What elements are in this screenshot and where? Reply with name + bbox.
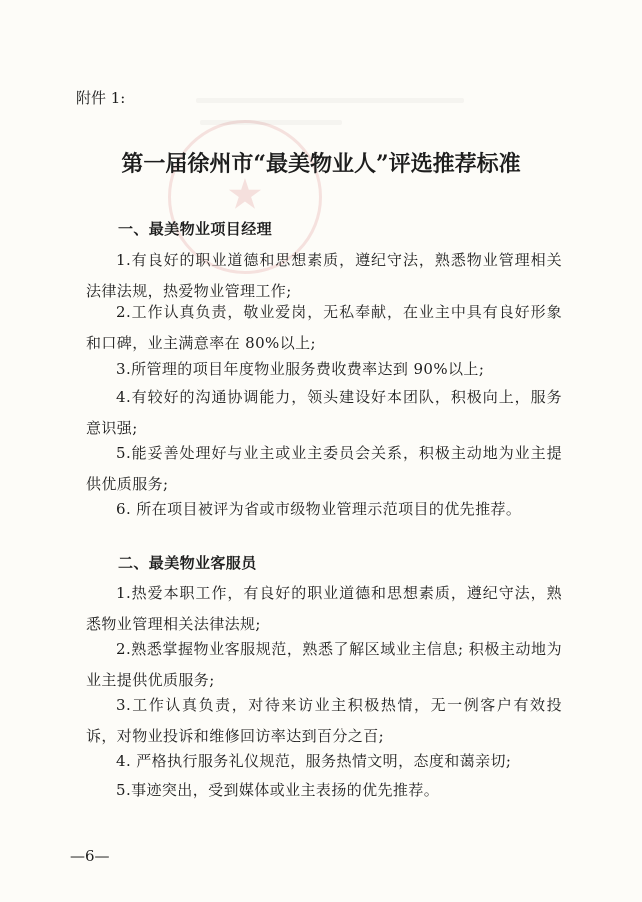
criteria-item: 3.工作认真负责，对待来访业主积极热情，无一例客户有效投诉，对物业投诉和维修回访率达到百分之百;: [86, 696, 562, 745]
section-heading-project-manager: 一、最美物业项目经理: [118, 220, 273, 238]
criteria-item: 4. 严格执行服务礼仪规范，服务热情文明，态度和蔼亲切;: [116, 752, 512, 770]
criteria-item: 2.工作认真负责，敬业爱岗，无私奉献，在业主中具有良好形象和口碑，业主满意率在 80%以上;: [86, 303, 562, 352]
criteria-item: 4.有较好的沟通协调能力，领头建设好本团队，积极向上，服务意识强;: [86, 388, 562, 437]
document-title: 第一届徐州市“最美物业人”评选推荐标准: [121, 151, 521, 177]
bleed-through-line: [196, 98, 464, 103]
star-icon: ★: [226, 169, 264, 219]
page-number: —6—: [70, 847, 110, 865]
criteria-item: 5.能妥善处理好与业主或业主委员会关系，积极主动地为业主提供优质服务;: [86, 444, 562, 493]
criteria-item: 1.有良好的职业道德和思想素质，遵纪守法，熟悉物业管理相关法律法规，热爱物业管理工作;: [86, 251, 562, 300]
annex-label: 附件 1:: [76, 89, 126, 107]
criteria-item: 5.事迹突出，受到媒体或业主表扬的优先推荐。: [116, 781, 440, 799]
section-heading-customer-service: 二、最美物业客服员: [118, 554, 257, 572]
criteria-item: 1.热爱本职工作，有良好的职业道德和思想素质，遵纪守法，熟悉物业管理相关法律法规;: [86, 584, 562, 633]
criteria-item: 3.所管理的项目年度物业服务费收费率达到 90%以上;: [116, 360, 485, 378]
criteria-item: 6. 所在项目被评为省或市级物业管理示范项目的优先推荐。: [116, 500, 522, 518]
criteria-item: 2.熟悉掌握物业客服规范，熟悉了解区域业主信息; 积极主动地为业主提供优质服务;: [86, 640, 562, 689]
bleed-through-line: [200, 120, 342, 125]
